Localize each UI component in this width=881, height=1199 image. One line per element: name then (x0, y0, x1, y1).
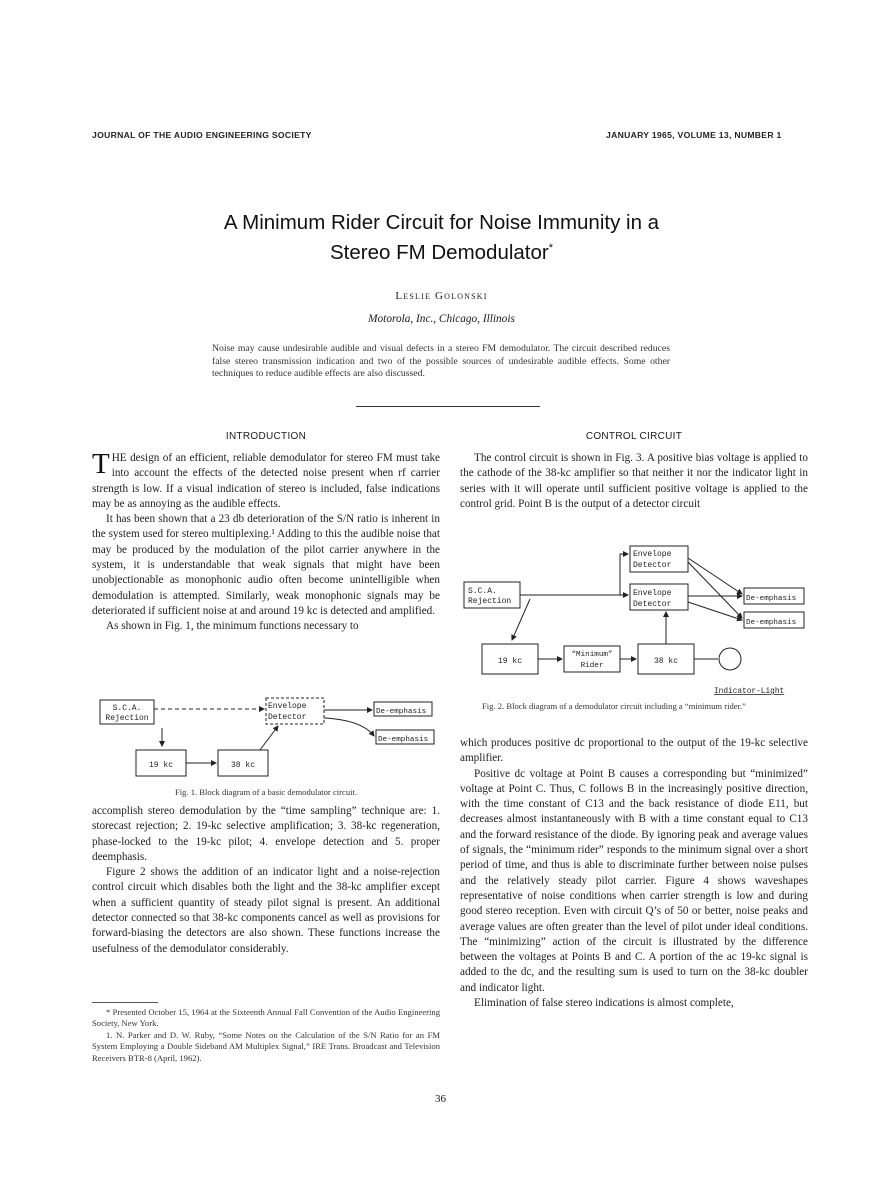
title-line-1: A Minimum Rider Circuit for Noise Immunity in a (223, 211, 660, 234)
fig2-sca-block (464, 582, 520, 608)
fig2-envelope-block-2 (630, 584, 688, 610)
control-paragraph-3: Positive dc voltage at Point B causes a corresponding but “minimized” voltage at Point C. Thus, C follows B in the increasingly positive direction, with the time constant of C13 and the back resistance of diode E11, but decreases almost instantaneously with B with a time constant equal to C13 and the forward resistance of the diode. By ignoring peak and average values of signals, the “minimum rider” responds to the minimum signal over a short period of time, and thus is able to discriminate further between noise pulses and the relatively steady pilot carrier. Figure 4 shows waveshapes representative of noise conditions when carrier strength is low and during good stereo reception. Even with circuit Q’s of 50 or better, noise peaks and average values are often greater than the level of pilot under ideal conditions. The “minimizing” action of the circuit is illustrated by the difference between the voltages at Points B and C. A portion of the ac 19-kc signal is added to the dc, and the resulting sum is used to turn on the 38-kc doubler and indicator light. (460, 767, 808, 994)
fig2-indicator-light-icon (719, 648, 741, 670)
fig1-env-to-de2-line (324, 718, 374, 736)
affiliation: Motorola, Inc., Chicago, Illinois (368, 313, 515, 325)
fig2-env1-to-de2-line (688, 562, 742, 618)
fig1-sca-label-2: Rejection (105, 714, 149, 723)
article-title (120, 208, 763, 268)
introduction-heading: INTRODUCTION (225, 431, 307, 442)
fig1-19kc-label: 19 kc (148, 761, 174, 770)
fig2-sca-to-env1-line (620, 554, 628, 595)
fig2-rider-label-1: “Minimum” (571, 651, 613, 659)
title-footnote-mark: * (548, 242, 554, 255)
drop-cap: T (92, 448, 110, 480)
fig1-19kc-block (136, 750, 186, 776)
figure-1-diagram (92, 692, 442, 784)
fig2-de2-label: De-emphasis (746, 619, 797, 627)
control-text-bottom (460, 736, 808, 1011)
fig1-envelope-block (266, 698, 324, 724)
fig2-env1-label-2: Detector (633, 561, 672, 570)
author-name: Leslie Golonski (395, 290, 488, 302)
fig2-19kc-label: 19 kc (497, 657, 523, 666)
fig1-38-to-env-line (260, 726, 278, 750)
fig2-minimum-rider-block (564, 646, 620, 672)
fig2-deemphasis-block-2 (744, 612, 804, 628)
fig2-sca-to-19-line (512, 599, 530, 640)
fig2-env2-to-de2-line (688, 602, 742, 620)
fig1-de2-label: De-emphasis (378, 736, 429, 744)
fig1-sca-label-1: S.C.A. (112, 704, 142, 713)
control-circuit-heading: CONTROL CIRCUIT (585, 431, 683, 442)
title-separator-rule (356, 406, 540, 407)
fig1-38kc-label: 38 kc (230, 761, 256, 770)
fig1-38kc-block (218, 750, 268, 776)
fig2-env2-label-2: Detector (633, 600, 672, 609)
introduction-text-bottom (92, 804, 440, 957)
fig2-sca-label-1: S.C.A. (468, 587, 497, 596)
fig2-envelope-block-1 (630, 546, 688, 572)
fig2-env2-label-1: Envelope (633, 589, 672, 598)
fig2-env1-label-1: Envelope (633, 550, 672, 559)
fig1-de1-label: De-emphasis (376, 708, 427, 716)
fig2-deemphasis-block-1 (744, 588, 804, 604)
fig2-rider-label-2: Rider (580, 662, 604, 670)
fig2-38kc-label: 38 kc (653, 657, 679, 666)
control-text-top (460, 451, 808, 512)
control-paragraph-4: Elimination of false stereo indications is almost complete, (474, 997, 734, 1010)
intro-paragraph-1-text: HE design of an efficient, reliable demodulator for stereo FM must take into account the effects of the detected noise present when rf carrier strength is low. If a visual indication of stereo is included, false indications may be as annoying as the audible effects. (92, 452, 440, 510)
intro-paragraph-4: accomplish stereo demodulation by the “time sampling” technique are: 1. storecast rejection; 2. 19-kc selective amplification; 3. 38-kc regeneration, phase-locked to the 19-kc pilot; 4. envelope detection and 5. proper deemphasis. (92, 805, 440, 863)
journal-name: JOURNAL OF THE AUDIO ENGINEERING SOCIETY (92, 130, 312, 140)
fig2-19kc-block (482, 644, 538, 674)
title-line-2-text: Stereo FM Demodulator (329, 241, 549, 264)
fig1-deemphasis-block-1 (374, 702, 432, 716)
figure-1-caption: Fig. 1. Block diagram of a basic demodulator circuit. (174, 787, 358, 797)
abstract: Noise may cause undesirable audible and visual defects in a stereo FM demodulator. The circuit described reduces false stereo transmission indication and two of the possible sources of undesirable audible effects. Some other techniques to reduce audible effects are also discussed. (212, 343, 670, 380)
fig2-de1-label: De-emphasis (746, 595, 797, 603)
control-paragraph-1: The control circuit is shown in Fig. 3. A positive bias voltage is applied to the cathode of the 38-kc amplifier so that neither it nor the indicator light in series with it will operate until sufficient positive voltage is applied to the control grid. Point B is the output of a detector circuit (460, 452, 808, 510)
title-line-2 (120, 238, 763, 268)
fig2-env1-to-de1-line (688, 558, 742, 594)
fig1-env-label-2: Detector (268, 713, 307, 722)
fig1-deemphasis-block-2 (376, 730, 434, 744)
footnote-rule (92, 1002, 158, 1003)
intro-paragraph-2: It has been shown that a 23 db deterioration of the S/N ratio is inherent in the system used for stereo multiplexing.¹ Adding to this the audible noise that may be produced by the modulation of the pilot carrier anywhere in the system, it is understandable that weak signals that might have been unobjectionable as monophonic audio often become unintelligible when demodulation is attempted. Similarly, weak monophonic signals may be deteriorated if sufficient noise at and around 19 kc is detected and amplified. (92, 513, 440, 617)
intro-paragraph-5: Figure 2 shows the addition of an indicator light and a noise-rejection control circuit which disables both the light and the 38-kc amplifier except when a sufficient quantity of steady pilot signal is present. An additional detector connected so that 38-kc components cancel as well as provisions for forward-biasing the detectors are also shown. These functions increase the usefulness of the demodulator considerably. (92, 866, 440, 955)
page-number: 36 (435, 1093, 446, 1105)
fig2-38kc-block (638, 644, 694, 674)
footnote-presented: * Presented October 15, 1964 at the Sixteenth Annual Fall Convention of the Audio Engineering Society, New York. (92, 1007, 440, 1029)
intro-paragraph-3: As shown in Fig. 1, the minimum functions necessary to (106, 620, 359, 633)
fig1-env-label-1: Envelope (268, 702, 307, 711)
control-paragraph-2: which produces positive dc proportional to the output of the 19-kc selective amplifier. (460, 737, 808, 765)
figure-2-diagram (460, 544, 810, 699)
fig1-sca-block (100, 700, 154, 724)
fig2-indicator-label: Indicator-Light (714, 688, 785, 696)
footnotes (92, 1007, 440, 1064)
figure-2-caption: Fig. 2. Block diagram of a demodulator circuit including a “minimum rider.” (482, 701, 746, 711)
intro-paragraph-1 (92, 448, 440, 512)
fig2-sca-label-2: Rejection (468, 597, 512, 606)
footnote-1: 1. N. Parker and D. W. Ruby, “Some Notes on the Calculation of the S/N Ratio for an FM System Employing a Double Sideband AM Multiplex Signal,” IRE Trans. Broadcast and Television Receivers BTR-8 (April, 1962). (92, 1029, 440, 1063)
issue-info: JANUARY 1965, VOLUME 13, NUMBER 1 (606, 130, 782, 140)
introduction-text-top (92, 448, 440, 635)
